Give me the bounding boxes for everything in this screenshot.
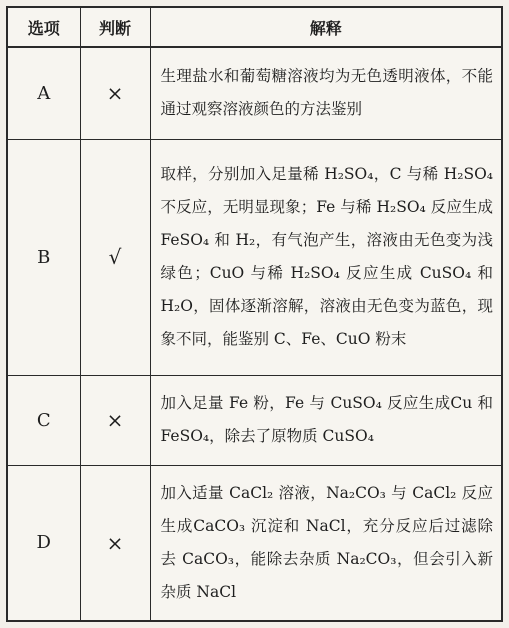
explanation-cell: 加入足量 Fe 粉，Fe 与 CuSO₄ 反应生成Cu 和 FeSO₄，除去了原物质 CuSO₄ bbox=[150, 375, 501, 465]
table-header-row bbox=[8, 8, 501, 47]
table-row bbox=[8, 465, 501, 620]
table-row bbox=[8, 375, 501, 465]
option-cell: B bbox=[8, 139, 80, 375]
judgment-cell: × bbox=[80, 47, 150, 139]
answer-table bbox=[8, 8, 501, 620]
judgment-cell: × bbox=[80, 465, 150, 620]
explanation-cell: 取样，分别加入足量稀 H₂SO₄，C 与稀 H₂SO₄ 不反应，无明显现象；Fe 与稀 H₂SO₄ 反应生成 FeSO₄ 和 H₂，有气泡产生，溶液由无色变为浅绿色；CuO 与稀 H₂SO₄ 反应生成 CuSO₄ 和 H₂O，固体逐渐溶解，溶液由无色变为蓝色，现象不同，能鉴别 C、Fe、CuO 粉末 bbox=[150, 139, 501, 375]
judgment-cell: √ bbox=[80, 139, 150, 375]
option-cell: C bbox=[8, 375, 80, 465]
explanation-cell: 生理盐水和葡萄糖溶液均为无色透明液体，不能通过观察溶液颜色的方法鉴别 bbox=[150, 47, 501, 139]
table-row bbox=[8, 47, 501, 139]
table-row bbox=[8, 139, 501, 375]
explanation-cell: 加入适量 CaCl₂ 溶液，Na₂CO₃ 与 CaCl₂ 反应生成CaCO₃ 沉淀和 NaCl，充分反应后过滤除去 CaCO₃，能除去杂质 Na₂CO₃，但会引入新杂质 NaCl bbox=[150, 465, 501, 620]
option-cell: A bbox=[8, 47, 80, 139]
header-option: 选项 bbox=[8, 8, 80, 47]
header-judgment: 判断 bbox=[80, 8, 150, 47]
option-cell: D bbox=[8, 465, 80, 620]
judgment-cell: × bbox=[80, 375, 150, 465]
answer-table-sheet bbox=[6, 6, 503, 622]
header-explanation: 解释 bbox=[150, 8, 501, 47]
